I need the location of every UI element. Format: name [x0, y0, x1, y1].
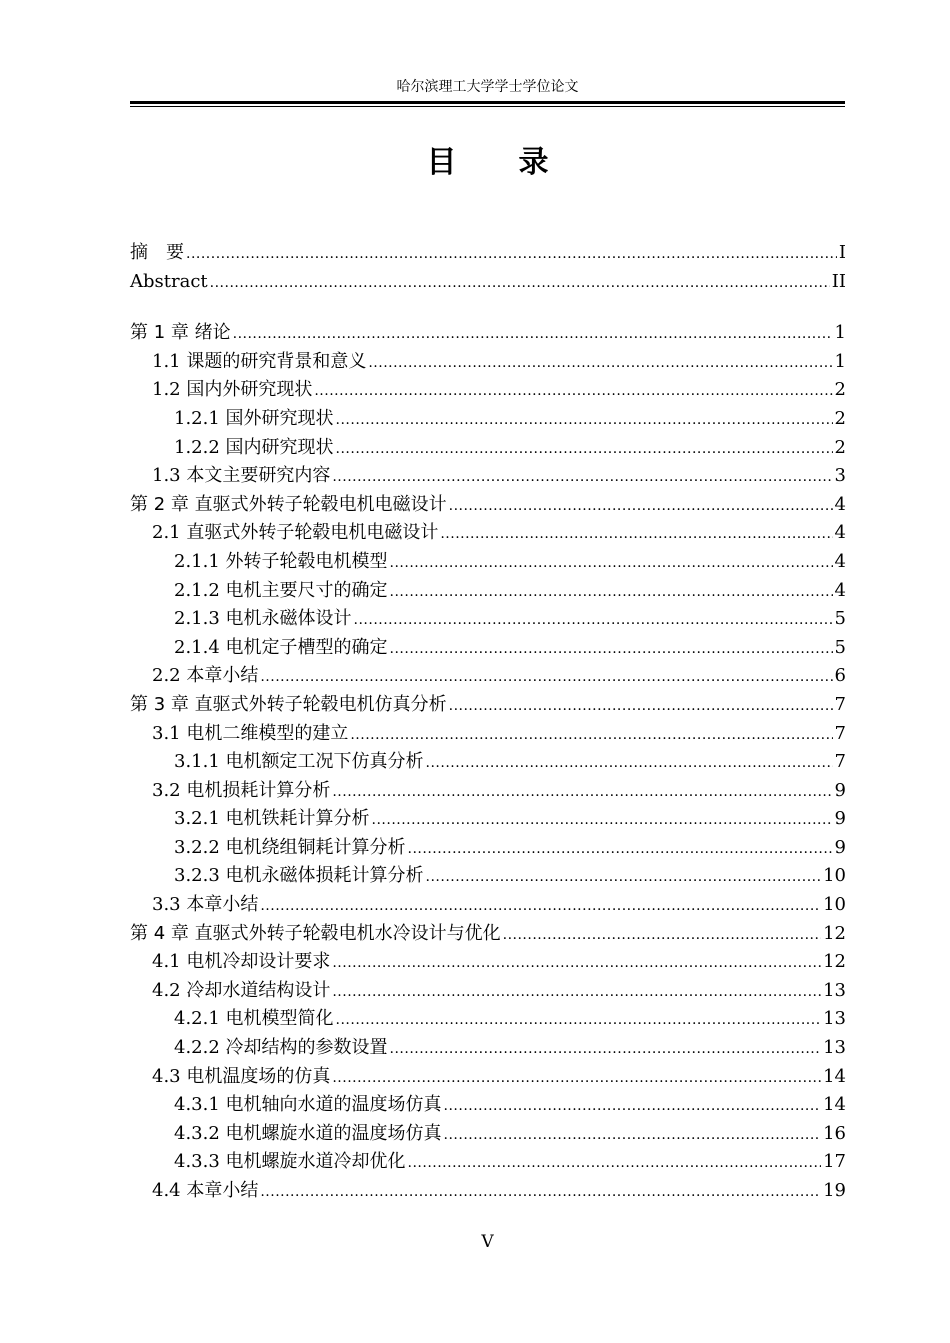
toc-entry-title: 2.1 直驱式外转子轮毂电机电磁设计	[152, 522, 439, 544]
toc-chapter-entry[interactable]	[130, 319, 846, 348]
toc-entry[interactable]	[130, 1177, 846, 1206]
toc-page-number: 5	[834, 636, 846, 658]
toc-entry[interactable]	[130, 1120, 846, 1149]
toc-page-number: 14	[823, 1065, 846, 1087]
toc-dot-leader	[440, 520, 832, 549]
toc-page-number: 14	[823, 1094, 846, 1116]
header-rule-thin	[130, 106, 845, 107]
toc-entry-title: 4.3.3 电机螺旋水道冷却优化	[174, 1151, 406, 1173]
toc-page-number: 5	[834, 608, 846, 630]
toc-entry-title: 4.4 本章小结	[152, 1180, 259, 1201]
toc-entry[interactable]	[130, 376, 846, 405]
toc-entry-title: 第 1 章 绪论	[130, 322, 231, 344]
toc-entry-title: 2.1.2 电机主要尺寸的确定	[174, 579, 388, 601]
toc-entry[interactable]	[130, 577, 846, 606]
toc-dot-leader	[426, 863, 822, 892]
table-of-contents	[130, 239, 846, 1206]
toc-page-number: 2	[834, 436, 846, 458]
toc-page-number: 13	[823, 979, 846, 1001]
toc-page-number: 10	[823, 865, 846, 887]
toc-dot-leader	[332, 949, 821, 978]
toc-dot-leader	[332, 463, 832, 492]
toc-chapter-entry[interactable]	[130, 920, 846, 949]
toc-entry[interactable]	[130, 405, 846, 434]
toc-dot-leader	[233, 320, 833, 349]
toc-page-number: 12	[823, 951, 846, 973]
toc-entry[interactable]	[130, 777, 846, 806]
toc-entry-title: 3.2.3 电机永磁体损耗计算分析	[174, 865, 424, 887]
toc-entry[interactable]	[130, 1034, 846, 1063]
toc-dot-leader	[186, 240, 837, 269]
toc-page-number: 1	[834, 322, 846, 344]
toc-dot-leader	[390, 578, 833, 607]
toc-dot-leader	[332, 778, 832, 807]
toc-dot-leader	[260, 892, 821, 921]
toc-entry[interactable]	[130, 948, 846, 977]
toc-page-number: 7	[834, 693, 846, 715]
toc-entry-title: 1.2.1 国外研究现状	[174, 407, 334, 429]
toc-entry[interactable]	[130, 239, 846, 268]
toc-dot-leader	[210, 269, 830, 298]
toc-entry[interactable]	[130, 1063, 846, 1092]
toc-page-number: 4	[834, 579, 846, 601]
toc-entry-title: 1.2 国内外研究现状	[152, 379, 313, 401]
toc-dot-leader	[444, 1121, 822, 1150]
page-number: V	[481, 1232, 494, 1252]
toc-dot-leader	[408, 1149, 822, 1178]
toc-entry-title: 3.2.1 电机铁耗计算分析	[174, 808, 370, 830]
toc-entry[interactable]	[130, 1005, 846, 1034]
toc-dot-leader	[354, 606, 833, 635]
toc-dot-leader	[314, 377, 832, 406]
toc-entry[interactable]	[130, 662, 846, 691]
toc-dot-leader	[449, 492, 833, 521]
toc-dot-leader	[444, 1092, 822, 1121]
toc-dot-leader	[390, 635, 833, 664]
toc-page-number: 4	[834, 493, 846, 515]
toc-dot-leader	[332, 1064, 821, 1093]
toc-chapter-entry[interactable]	[130, 691, 846, 720]
toc-entry[interactable]	[130, 268, 846, 297]
toc-dot-leader	[390, 549, 833, 578]
page-title: 目录	[426, 145, 611, 180]
toc-dot-leader	[336, 1006, 822, 1035]
toc-dot-leader	[350, 721, 832, 750]
toc-entry-title: 2.1.3 电机永磁体设计	[174, 608, 352, 630]
toc-entry[interactable]	[130, 805, 846, 834]
toc-entry-title: 4.2.2 冷却结构的参数设置	[174, 1037, 388, 1059]
toc-page-number: 16	[823, 1122, 846, 1144]
toc-page-number: 4	[834, 550, 846, 572]
toc-page-number: 9	[834, 779, 846, 801]
toc-dot-leader	[372, 806, 833, 835]
toc-entry-title: 2.2 本章小结	[152, 665, 259, 687]
toc-page-number: 13	[823, 1008, 846, 1030]
toc-entry-title: 4.3.2 电机螺旋水道的温度场仿真	[174, 1122, 442, 1144]
toc-entry[interactable]	[130, 462, 846, 491]
toc-entry[interactable]	[130, 834, 846, 863]
toc-entry-title: 1.3 本文主要研究内容	[152, 465, 331, 487]
toc-entry[interactable]	[130, 720, 846, 749]
toc-page-number: II	[831, 270, 846, 292]
toc-page-number: 17	[823, 1151, 846, 1173]
toc-entry-title: 2.1.4 电机定子槽型的确定	[174, 636, 388, 658]
toc-entry[interactable]	[130, 748, 846, 777]
toc-entry-title: 第 4 章 直驱式外转子轮毂电机水冷设计与优化	[130, 922, 501, 944]
toc-entry-title: 3.2 电机损耗计算分析	[152, 779, 331, 801]
toc-dot-leader	[260, 1178, 821, 1207]
toc-dot-leader	[390, 1035, 822, 1064]
toc-entry-title: 4.1 电机冷却设计要求	[152, 951, 331, 973]
toc-dot-leader	[449, 692, 833, 721]
toc-entry[interactable]	[130, 519, 846, 548]
toc-page-number: 2	[834, 379, 846, 401]
toc-dot-leader	[336, 435, 833, 464]
toc-entry-title: 1.2.2 国内研究现状	[174, 436, 334, 458]
toc-page-number: 13	[823, 1037, 846, 1059]
toc-dot-leader	[503, 921, 821, 950]
running-header: 哈尔滨理工大学学士学位论文	[396, 79, 579, 95]
toc-entry[interactable]	[130, 1148, 846, 1177]
toc-page-number: 1	[834, 350, 846, 372]
toc-page-number: 4	[834, 522, 846, 544]
toc-page-number: 2	[834, 407, 846, 429]
toc-dot-leader	[368, 349, 832, 378]
toc-page-number: 9	[834, 836, 846, 858]
toc-entry-title: 3.2.2 电机绕组铜耗计算分析	[174, 836, 406, 858]
toc-entry[interactable]	[130, 634, 846, 663]
toc-entry-title: 2.1.1 外转子轮毂电机模型	[174, 550, 388, 572]
toc-entry[interactable]	[130, 348, 846, 377]
toc-dot-leader	[332, 978, 821, 1007]
toc-entry-title: 第 2 章 直驱式外转子轮毂电机电磁设计	[130, 493, 447, 515]
toc-dot-leader	[408, 835, 833, 864]
toc-entry-title: 3.3 本章小结	[152, 894, 259, 916]
toc-entry-title: 1.1 课题的研究背景和意义	[152, 350, 367, 372]
toc-entry[interactable]	[130, 548, 846, 577]
toc-entry-title: 3.1 电机二维模型的建立	[152, 722, 349, 744]
toc-dot-leader	[336, 406, 833, 435]
toc-page-number: I	[838, 242, 846, 263]
toc-entry[interactable]	[130, 1091, 846, 1120]
toc-page-number: 7	[834, 722, 846, 744]
toc-page-number: 9	[834, 808, 846, 830]
toc-entry-title: 4.2.1 电机模型简化	[174, 1008, 334, 1030]
toc-chapter-entry[interactable]	[130, 491, 846, 520]
toc-entry-title: 第 3 章 直驱式外转子轮毂电机仿真分析	[130, 693, 447, 715]
toc-entry[interactable]	[130, 434, 846, 463]
toc-entry[interactable]	[130, 862, 846, 891]
toc-entry[interactable]	[130, 977, 846, 1006]
toc-entry[interactable]	[130, 605, 846, 634]
toc-entry-title: 4.2 冷却水道结构设计	[152, 979, 331, 1001]
toc-page-number: 3	[834, 465, 846, 487]
toc-entry-title: Abstract	[130, 270, 208, 292]
toc-page-number: 7	[834, 751, 846, 773]
toc-entry-title: 4.3 电机温度场的仿真	[152, 1065, 331, 1087]
toc-page-number: 12	[823, 922, 846, 944]
toc-page-number: 6	[834, 665, 846, 687]
toc-entry-title: 摘 要	[130, 242, 184, 263]
toc-entry[interactable]	[130, 891, 846, 920]
toc-entry-title: 4.3.1 电机轴向水道的温度场仿真	[174, 1094, 442, 1116]
toc-dot-leader	[426, 749, 833, 778]
header-rule-thick	[130, 101, 845, 104]
toc-dot-leader	[260, 663, 832, 692]
toc-page-number: 10	[823, 894, 846, 916]
toc-page-number: 19	[823, 1180, 846, 1201]
toc-entry-title: 3.1.1 电机额定工况下仿真分析	[174, 751, 424, 773]
